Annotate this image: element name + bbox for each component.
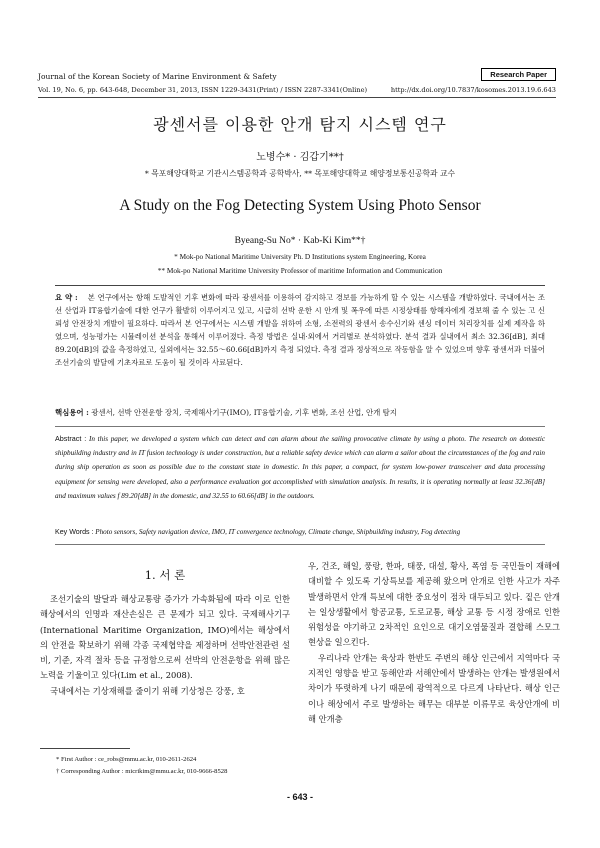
authors-korean: 노병수* · 김갑기**†	[256, 152, 344, 163]
footnote-divider	[40, 748, 130, 749]
body-paragraph: 우, 건조, 해일, 풍랑, 한파, 태풍, 대설, 황사, 폭염 등 국민들이 재해에 대비할 수 있도록 기상특보를 제공해 왔으며 안개로 인한 사고가 자주 발생하면서 안개 특보에 대한 중요성이 점차 대두되고 있다. 짙은 안개는 일상생활에서 항공교통, 도로교통, 해상 교통 등 시정 장애로 인한 위험성을 야기하고 2차적인 요인으로 대기오염물질과 결합해 스모그현상을 일으킨다.	[308, 561, 560, 648]
authors-english: Byeang-Su No* · Kab-Ki Kim**†	[234, 236, 366, 246]
abstract-bottom-divider	[55, 544, 545, 545]
title-korean: 광센서를 이용한 안개 탐지 시스템 연구	[153, 115, 447, 134]
journal-name: Journal of the Korean Society of Marine Environment & Safety	[38, 72, 277, 81]
affiliation-english-2: ** Mok-po National Maritime University Professor of maritime Information and Communication	[157, 266, 443, 275]
body-paragraph: 국내에서는 기상재해를 줄이기 위해 기상청은 강풍, 호	[50, 685, 245, 696]
abstract-korean-text: 본 연구에서는 항해 도발적인 기후 변화에 따라 광센서를 이용하여 감지하고 경보를 가능하게 할 수 있는 시스템을 개발하였다. 국내에서는 조선 산업과 IT융합기술에 대한 연구가 활발히 이루어지고 있고, 시급히 선박 운한 시 안개 및 폭우에 따른 시정상태를 항해자에게 경보해 줄 수 있는 고 신뢰성 안전장치 개발이 필요하다. 따라서 본 연구에서는 시스템 개발을 위하여 소형, 소전력의 광센서 송수신기와 센싱 데이터 처리장치를 실제 제작을 하였으며, 성능평가는 시뮬레이션 분석을 통해서 이루어졌다. 측정 방법은 실내·외에서 거리별로 분석하였다. 분석 결과 실내에서 최소 32.36[dB], 최대 89.20[dB]의 값을 측정하였고, 실외에서는 32.55～60.66[dB]까지 측정 되었다. 측정 결과 정상적으로 작동함을 알 수 있었으며 향후 광센서과 더불어 조선기술의 발달에 기초자료로 도움이 될 것이라 사료된다.	[55, 293, 545, 367]
title-english: A Study on the Fog Detecting System Using Photo Sensor	[119, 197, 481, 214]
body-paragraph: 우리나라 안개는 육상과 한반도 주변의 해상 인근에서 지역마다 국지적인 영향을 받고 동해안과 서해안에서 발생하는 안개는 발생원에서 차이가 뚜렷하게 나기 때문에 광역적으로 다르게 나타난다. 해상 인근이나 해상에서 주로 발생하는 해무는 대부분 이류무로 육상안개에 비해 안개층	[308, 652, 560, 724]
keywords-english-label: Key Words :	[55, 528, 94, 536]
footnote-corresponding-author: † Corresponding Author : micrikim@mmu.ac.kr, 010-9666-8528	[56, 768, 228, 775]
volume-info: Vol. 19, No. 6, pp. 643-648, December 31, 2013, ISSN 1229-3431(Print) / ISSN 2287-3341(Online)	[38, 86, 368, 94]
affiliation-korean: * 목포해양대학교 기관시스템공학과 공학박사, ** 목포해양대학교 해양정보통신공학과 교수	[144, 169, 456, 178]
body-paragraph: 조선기술의 발달과 해상교통량 증가가 가속화됨에 따라 이로 인한 해상에서의 인명과 재산손실은 큰 문제가 되고 있다. 국제해사기구(International Maritime Organization, IMO)에서는 해상에서의 안전을 확보하기 위해 각종 국제협약을 제정하며 선박안전관련 설비, 기준, 자격 절차 등을 규정함으로써 선박의 안전운항을 위해 많은 노력을 기울이고 있다(Lim et al., 2008).	[40, 594, 290, 681]
header-divider	[38, 97, 556, 98]
research-paper-badge: Research Paper	[481, 68, 556, 81]
abstract-top-divider	[55, 285, 545, 286]
abstract-english-label: Abstract :	[55, 434, 87, 443]
section-title: 1. 서 론	[144, 568, 186, 582]
keywords-english	[55, 528, 545, 536]
keywords-english-text: Photo sensors, Safety navigation device, IMO, IT convergence technology, Climate change, Shipbuilding industry, Fog detecting	[95, 528, 461, 536]
abstract-korean	[55, 292, 545, 369]
keywords-korean	[55, 407, 545, 418]
abstract-english-text: In this paper, we developed a system which can detect and can alarm about the sailing provocative climate by using a photo. The research on domestic shipbuilding industry and in IT fusion technology is under construction, but a reliable safety device which can alarm a sailor about the circumstances of the fog and rain during ship operation as soon as possible due to the constant state in domestic. In this paper, a compact, for system low-power transceiver and data processing equipment for sensing were developed, also a performance evaluation got accomplished with simulation analysis. In results, it is operating normally at least 32.36[dB] and maximum values f 89.20[dB] in the domestic, and 32.55 to 60.66[dB] in the outdoors.	[55, 435, 546, 500]
body-right-column	[308, 559, 560, 727]
page-number: - 643 -	[286, 792, 313, 802]
footnote-first-author: * First Author : ce_robs@mmu.ac.kr, 010-2611-2624	[56, 756, 197, 763]
abstract-english	[55, 432, 545, 503]
body-left-column	[40, 592, 290, 699]
doi-link[interactable]: http://dx.doi.org/10.7837/kosomes.2013.19.6.643	[390, 86, 556, 94]
keywords-korean-label: 핵심용어 :	[55, 408, 89, 417]
abstract-korean-label: 요 약 :	[55, 293, 78, 302]
keywords-korean-text: 광센서, 선박 안전운항 장치, 국제해사기구(IMO), IT융합기술, 기후 변화, 조선 산업, 안개 탐지	[91, 408, 397, 417]
keywords-divider	[55, 426, 545, 427]
affiliation-english-1: * Mok-po National Maritime University Ph. D Institutions system Engineering, Korea	[174, 252, 426, 261]
